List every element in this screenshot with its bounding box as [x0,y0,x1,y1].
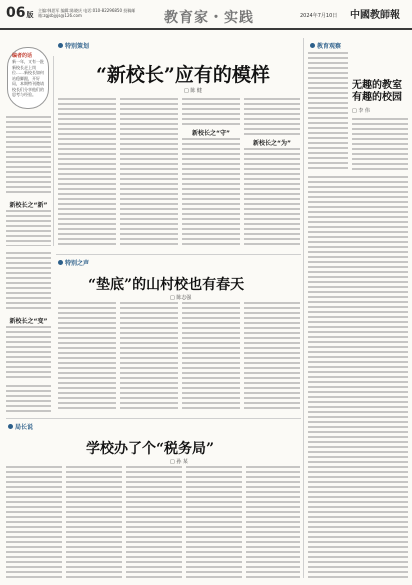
text-block [6,252,51,312]
editor-note-box [7,47,49,109]
subheading-change: 新校长之“变” [9,318,48,325]
section-label-special [58,41,89,50]
subheading-new: 新校长之“新” [9,202,48,209]
text-block [6,210,51,246]
bullet-icon [8,424,13,429]
section-divider [6,418,301,419]
page-number-label: 版 [26,11,34,19]
text-block [352,118,408,172]
text-block [6,385,51,415]
text-block [246,466,300,578]
text-block [244,98,300,136]
section-title: 教育家・实践 [164,10,254,26]
section-label-text: 局长说 [15,424,34,431]
text-block [186,466,242,578]
text-block [244,148,300,246]
section-label-director [8,422,33,431]
article-byline: □ 陈 健 [184,88,202,94]
section-label-observe [310,41,341,50]
newspaper-brand: 中國教師報 [350,10,400,21]
right-article-title [352,80,408,114]
bullet-icon [58,260,63,265]
text-block [58,98,116,246]
bullet-icon [58,43,63,48]
section-label-text: 特别之声 [65,260,90,267]
text-block [120,302,178,412]
text-block [182,302,240,412]
page-header [0,0,412,30]
issue-date: 2024年7月10日 [300,13,338,19]
text-block [182,138,240,246]
text-block [244,302,300,412]
page-number [6,5,33,21]
editor-note-text: 新一年，又有一批新校长走上岗位……新校长如何站稳脚跟，开好局，本期特刊邀请校长们分享他们的思考与经验。 [12,59,44,97]
section-divider [56,254,301,255]
article-title: “新校长”应有的模样 [96,64,270,86]
right-article-byline: □ 李 伟 [352,108,370,114]
subheading-keep: 新校长之“守” [192,130,230,137]
section-label-text: 教育观察 [317,43,342,50]
article-byline: □ 陈志强 [170,295,192,301]
text-block [6,116,51,196]
text-block [308,176,408,578]
right-title-line-2: 有趣的校园 [352,92,402,103]
section-label-text: 特别策划 [65,43,90,50]
text-block [66,466,122,578]
text-block [6,326,51,378]
right-title-line-1: 无趣的教室 [352,80,402,91]
text-block [126,466,182,578]
article-byline: □ 孙 某 [170,459,188,465]
column-divider [53,56,54,246]
text-block [58,302,116,412]
article-title: “垫底”的山村校也有春天 [88,277,245,293]
page-number-value: 06 [6,5,26,21]
text-block [120,98,178,246]
editor-note-tag: 编者的话 [12,53,33,59]
article-title: 学校办了个“税务局” [86,441,215,457]
text-block [182,98,240,126]
subheading-act: 新校长之“为” [253,140,291,147]
text-block [6,466,62,578]
text-block [308,52,348,172]
main-right-divider [303,38,304,578]
section-label-voice [58,258,89,267]
editor-info: 主编:韩思军 编辑:陈晓庆 电话:010-82296850 投稿邮箱:zgjsbjyjs@126.com [38,8,136,18]
bullet-icon [310,43,315,48]
